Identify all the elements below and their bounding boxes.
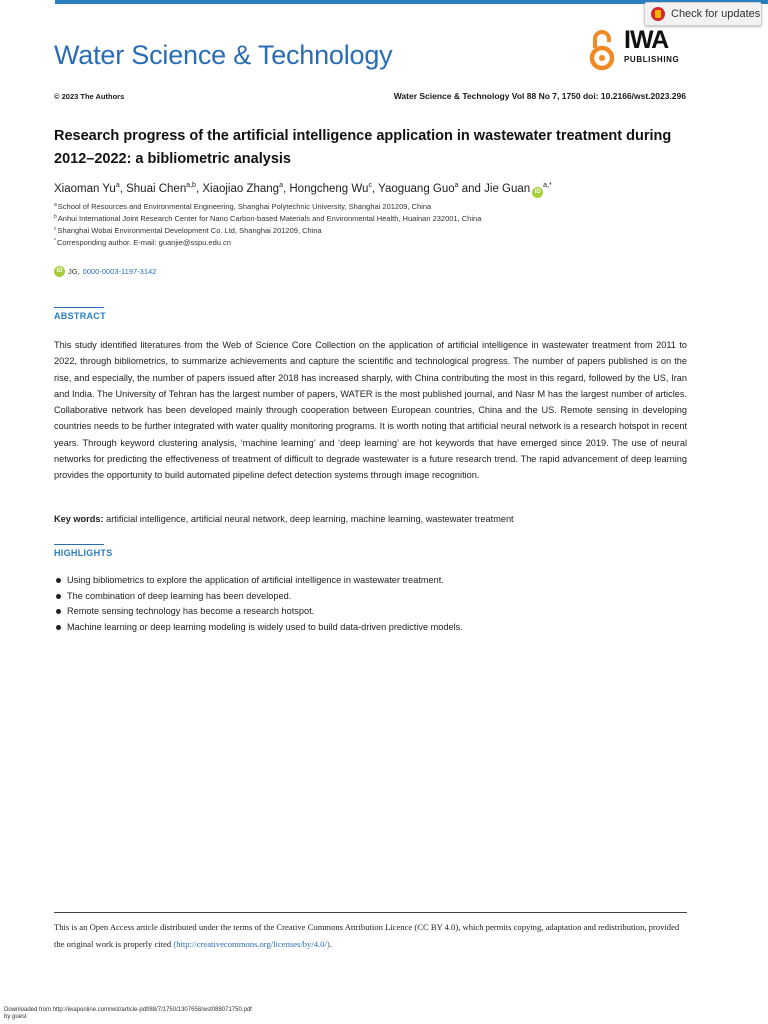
highlights-rule	[54, 544, 104, 545]
affiliation-item	[54, 225, 481, 237]
license-link[interactable]: (http://creativecommons.org/licenses/by/4.0/)	[173, 939, 330, 949]
author-affiliation-mark: a,*	[543, 182, 552, 190]
affiliation-text: Shanghai Wobai Environmental Development Co. Ltd, Shanghai 201209, China	[57, 226, 322, 235]
author-name: Jie Guan	[484, 183, 531, 195]
orcid-icon[interactable]: iD	[532, 187, 543, 198]
author-affiliation-mark: a	[279, 182, 283, 190]
orcid-icon: iD	[54, 266, 65, 277]
footer-rule	[54, 912, 687, 913]
iwa-logo-label: PUBLISHING	[624, 55, 680, 64]
author-name: Shuai Chen	[126, 183, 187, 195]
keywords-label: Key words:	[54, 514, 104, 524]
affiliation-mark: c	[54, 225, 57, 232]
affiliation-text: Anhui International Joint Research Center for Nano Carbon-based Materials and Environmental Health, Huainan 232001, China	[57, 214, 482, 223]
download-note	[4, 1007, 252, 1021]
affiliation-mark: *	[54, 237, 56, 244]
author-separator: ,	[195, 183, 203, 195]
check-for-updates-label: Check for updates	[671, 8, 761, 20]
download-source: Downloaded from http://iwaponline.com/wst/article-pdf/88/7/1750/1307658/wst088071750.pdf	[4, 1007, 252, 1013]
author-name: Xiaoman Yu	[54, 183, 116, 195]
affiliation-item	[54, 237, 481, 249]
affiliation-item	[54, 213, 481, 225]
highlights-list	[54, 573, 463, 635]
citation-line: Water Science & Technology Vol 88 No 7, 1750 doi: 10.2166/wst.2023.296	[393, 91, 686, 101]
author-affiliation-mark: c	[368, 182, 372, 190]
affiliation-mark: b	[54, 213, 57, 220]
affiliation-text: School of Resources and Environmental Engineering, Shanghai Polytechnic University, Shanghai 201209, China	[57, 202, 432, 211]
iwa-logo-mark: IWA	[624, 26, 669, 54]
highlights-heading: HIGHLIGHTS	[54, 548, 113, 558]
affiliation-item	[54, 201, 481, 213]
author-name: Xiaojiao Zhang	[202, 183, 280, 195]
author-separator: ,	[119, 183, 127, 195]
license-text: This is an Open Access article distributed under the terms of the Creative Commons Attribution Licence (CC BY 4.0), which permits copying, adaptation and redistribution, provided the original work is properly cited	[54, 922, 680, 949]
abstract-rule	[54, 307, 104, 308]
orcid-line	[54, 266, 156, 277]
orcid-link[interactable]: 0000-0003-1197-3142	[82, 267, 157, 276]
abstract-body: This study identified literatures from the Web of Science Core Collection on the application of artificial intelligence in wastewater treatment from 2011 to 2022, through bibliometrics, to summarize achievements and capture the scientific and technological progress. The number of papers published is on the rise, and especially, the number of papers issued after 2018 has increased sharply, with China contributing the most in this regard, followed by the US, Iran and India. The University of Tehran has the largest number of papers, WATER is the most published journal, and Nasr M has the largest number of articles. Collaborative network has been developed mainly through cooperation between European countries, China and the US. Remote sensing in developing countries needs to be further integrated with water quality monitoring programs. It is worth noting that artificial neural network is a research hotspot in recent years. Through keyword clustering analysis, ‘machine learning’ and ‘deep learning’ are hot keywords that have emerged since 2019. The use of neural networks for predicting the effectiveness of treatment of difficult to degrade wastewater is a future research trend. The rapid advancement of deep learning provides the opportunity to build automated pipeline defect detection systems through image recognition.	[54, 340, 687, 481]
highlight-item: Machine learning or deep learning modeling is widely used to build data-driven predictive models.	[54, 620, 463, 636]
open-access-icon	[587, 28, 617, 72]
keywords-line	[54, 514, 514, 524]
author-list	[54, 183, 552, 198]
highlight-item: The combination of deep learning has been developed.	[54, 589, 463, 605]
author-affiliation-mark: a,b	[186, 182, 196, 190]
highlight-item: Using bibliometrics to explore the application of artificial intelligence in wastewater treatment.	[54, 573, 463, 589]
affiliation-mark: a	[54, 201, 57, 208]
crossmark-icon	[651, 7, 665, 21]
affiliation-list	[54, 201, 481, 249]
author-name: Hongcheng Wu	[289, 183, 369, 195]
journal-title: Water Science & Technology	[54, 40, 393, 70]
author-separator: ,	[371, 183, 379, 195]
iwa-publishing-logo	[624, 26, 686, 70]
author-affiliation-mark: a	[115, 182, 120, 190]
license-end: .	[329, 939, 332, 949]
author-separator: and	[458, 183, 485, 195]
copyright-notice: © 2023 The Authors	[54, 92, 125, 101]
orcid-prefix: JG,	[68, 267, 80, 276]
check-for-updates-button[interactable]	[644, 2, 762, 26]
keywords-text: artificial intelligence, artificial neural network, deep learning, machine learning, wastewater treatment	[106, 514, 514, 524]
author-affiliation-mark: a	[454, 182, 459, 190]
abstract-heading: ABSTRACT	[54, 311, 106, 321]
download-guest: by guest	[4, 1014, 27, 1020]
author-separator: ,	[282, 183, 290, 195]
highlight-item: Remote sensing technology has become a research hotspot.	[54, 604, 463, 620]
author-name: Yaoguang Guo	[378, 183, 455, 195]
affiliation-text: Corresponding author. E-mail: guanjie@sspu.edu.cn	[56, 238, 231, 247]
article-title: Research progress of the artificial intelligence application in wastewater treatment during 2012–2022: a bibliometric analysis	[54, 128, 672, 167]
license-note	[54, 919, 690, 953]
